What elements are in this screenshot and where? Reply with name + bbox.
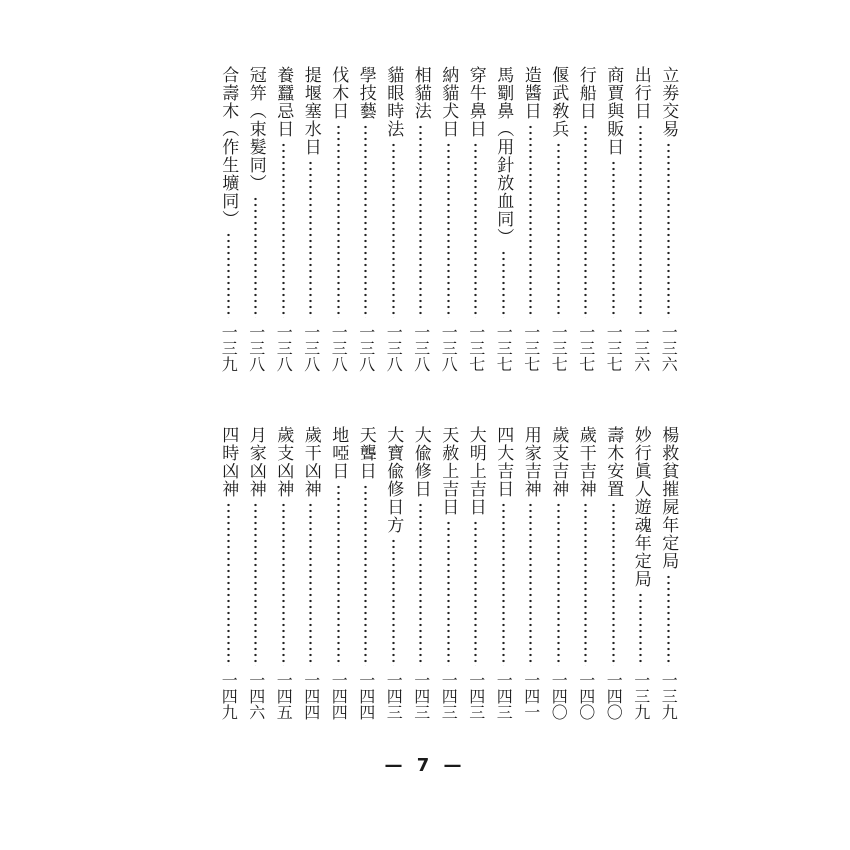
toc-entry-page: 一三八 — [246, 324, 266, 372]
dot-leader — [419, 124, 422, 318]
toc-entry-title: 歲支吉神 — [548, 426, 569, 498]
toc-entry-page: 一三六 — [659, 324, 679, 372]
toc-entry — [517, 426, 545, 720]
toc-entry — [517, 66, 545, 372]
toc-entry — [462, 426, 490, 720]
toc-entry-title: 馬劅鼻︵用針放血同︶ — [493, 66, 514, 246]
toc-entry — [435, 66, 463, 372]
dot-leader — [667, 574, 670, 666]
toc-entry-page: 一三七 — [576, 324, 596, 372]
toc-entry-page: 一四四 — [329, 672, 349, 720]
dot-leader — [447, 142, 450, 318]
toc-entry — [600, 66, 628, 372]
toc-entry-page: 一四四 — [356, 672, 376, 720]
toc-entry — [545, 426, 573, 720]
dot-leader — [502, 502, 505, 666]
dot-leader — [282, 142, 285, 318]
toc-entry — [297, 426, 325, 720]
toc-entry-title: 楊救貧摧屍年定局 — [658, 426, 679, 570]
dot-leader — [282, 502, 285, 666]
toc-entry-title: 商賈與販日 — [603, 66, 624, 156]
toc-entry-page: 一三八 — [356, 324, 376, 372]
dot-leader — [337, 484, 340, 666]
dot-leader — [557, 142, 560, 318]
toc-entry-title: 壽木安置 — [603, 426, 624, 498]
toc-entry — [270, 66, 298, 372]
toc-entry — [380, 426, 408, 720]
toc-entry — [352, 426, 380, 720]
toc-entry — [600, 426, 628, 720]
toc-entry-page: 一三七 — [604, 324, 624, 372]
toc-entry — [545, 66, 573, 372]
toc-entry — [270, 426, 298, 720]
toc-entry-page: 一四三 — [466, 672, 486, 720]
dot-leader — [364, 124, 367, 318]
toc-entry-page: 一三八 — [411, 324, 431, 372]
toc-entry-page: 一三八 — [301, 324, 321, 372]
toc-entry — [655, 426, 683, 720]
dot-leader — [254, 196, 257, 318]
toc-entry-title: 歲干吉神 — [575, 426, 596, 498]
toc-entry-page: 一三六 — [631, 324, 651, 372]
dot-leader — [584, 502, 587, 666]
dot-leader — [392, 538, 395, 666]
dot-leader — [557, 502, 560, 666]
toc-entry-title: 地啞日 — [328, 426, 349, 480]
toc-lower-section — [215, 426, 683, 720]
toc-entry-title: 造醬日 — [520, 66, 541, 120]
dot-leader — [227, 502, 230, 666]
toc-entry-title: 大明上吉日 — [465, 426, 486, 516]
toc-entry-page: 一四六 — [246, 672, 266, 720]
toc-entry — [462, 66, 490, 372]
dot-leader — [502, 250, 505, 318]
toc-entry-title: 合壽木︵作生壙同︶ — [218, 66, 239, 228]
toc-entry-page: 一三七 — [494, 324, 514, 372]
toc-entry-title: 大偸修日 — [410, 426, 431, 498]
toc-entry-page: 一三九 — [631, 672, 651, 720]
dot-leader — [254, 502, 257, 666]
toc-entry-page: 一四三 — [439, 672, 459, 720]
dot-leader — [474, 142, 477, 318]
toc-entry-title: 養蠶忌日 — [273, 66, 294, 138]
toc-entry-page: 一四一 — [521, 672, 541, 720]
toc-entry-title: 學技藝 — [355, 66, 376, 120]
toc-entry-page: 一三八 — [384, 324, 404, 372]
toc-entry — [627, 426, 655, 720]
toc-entry-page: 一三七 — [549, 324, 569, 372]
toc-entry-title: 相貓法 — [410, 66, 431, 120]
toc-entry-title: 天赦上吉日 — [438, 426, 459, 516]
toc-entry — [572, 66, 600, 372]
toc-entry-title: 偃武敎兵 — [548, 66, 569, 138]
dot-leader — [309, 160, 312, 318]
toc-entry — [215, 66, 243, 372]
toc-entry — [407, 426, 435, 720]
toc-entry-title: 四時凶神 — [218, 426, 239, 498]
toc-entry-title: 冠笄︵束髮同︶ — [245, 66, 266, 192]
toc-entry-title: 妙行眞人遊魂年定局 — [630, 426, 651, 588]
toc-entry-title: 貓眼時法 — [383, 66, 404, 138]
toc-entry — [435, 426, 463, 720]
toc-entry-title: 四大吉日 — [493, 426, 514, 498]
toc-entry-title: 大寶偸修日方 — [383, 426, 404, 534]
dot-leader — [667, 142, 670, 318]
toc-entry-page: 一三九 — [219, 324, 239, 372]
toc-entry — [490, 426, 518, 720]
toc-entry — [325, 426, 353, 720]
dot-leader — [639, 592, 642, 666]
toc-entry-page: 一四〇 — [604, 672, 624, 720]
toc-entry-page: 一三八 — [439, 324, 459, 372]
dot-leader — [612, 160, 615, 318]
toc-entry-page: 一四〇 — [549, 672, 569, 720]
toc-entry-page: 一三七 — [466, 324, 486, 372]
toc-entry-title: 立劵交易 — [658, 66, 679, 138]
toc-entry-title: 納貓犬日 — [438, 66, 459, 138]
dot-leader — [364, 484, 367, 666]
toc-entry-page: 一四三 — [384, 672, 404, 720]
toc-entry-page: 一四三 — [411, 672, 431, 720]
dot-leader — [392, 142, 395, 318]
dot-leader — [529, 502, 532, 666]
toc-entry-title: 出行日 — [630, 66, 651, 120]
dot-leader — [447, 520, 450, 666]
toc-entry-title: 天聾日 — [355, 426, 376, 480]
toc-entry-title: 歲干凶神 — [300, 426, 321, 498]
toc-entry-title: 月家凶神 — [245, 426, 266, 498]
toc-entry-title: 歲支凶神 — [273, 426, 294, 498]
toc-entry — [655, 66, 683, 372]
toc-entry-title: 伐木日 — [328, 66, 349, 120]
toc-entry — [572, 426, 600, 720]
toc-entry — [380, 66, 408, 372]
toc-entry-page: 一四五 — [274, 672, 294, 720]
toc-entry — [215, 426, 243, 720]
toc-entry-page: 一三八 — [329, 324, 349, 372]
toc-entry-page: 一四〇 — [576, 672, 596, 720]
toc-entry — [297, 66, 325, 372]
toc-entry-title: 穿牛鼻日 — [465, 66, 486, 138]
dot-leader — [612, 502, 615, 666]
toc-entry — [490, 66, 518, 372]
toc-entry-title: 行船日 — [575, 66, 596, 120]
dot-leader — [639, 124, 642, 318]
toc-upper-section — [215, 66, 683, 372]
dot-leader — [419, 502, 422, 666]
dot-leader — [584, 124, 587, 318]
toc-entry-page: 一四三 — [494, 672, 514, 720]
toc-entry — [407, 66, 435, 372]
dot-leader — [227, 232, 230, 318]
dot-leader — [309, 502, 312, 666]
dot-leader — [529, 124, 532, 318]
toc-entry-page: 一三八 — [274, 324, 294, 372]
dot-leader — [337, 124, 340, 318]
page-number: — 7 — — [384, 755, 466, 776]
toc-entry — [627, 66, 655, 372]
toc-entry — [242, 66, 270, 372]
toc-entry-page: 一三九 — [659, 672, 679, 720]
toc-entry-title: 提堰塞水日 — [300, 66, 321, 156]
toc-entry-page: 一四四 — [301, 672, 321, 720]
toc-entry-page: 一四九 — [219, 672, 239, 720]
dot-leader — [474, 520, 477, 666]
toc-entry-page: 一三七 — [521, 324, 541, 372]
toc-entry — [352, 66, 380, 372]
toc-entry — [325, 66, 353, 372]
toc-entry — [242, 426, 270, 720]
toc-entry-title: 用家吉神 — [520, 426, 541, 498]
